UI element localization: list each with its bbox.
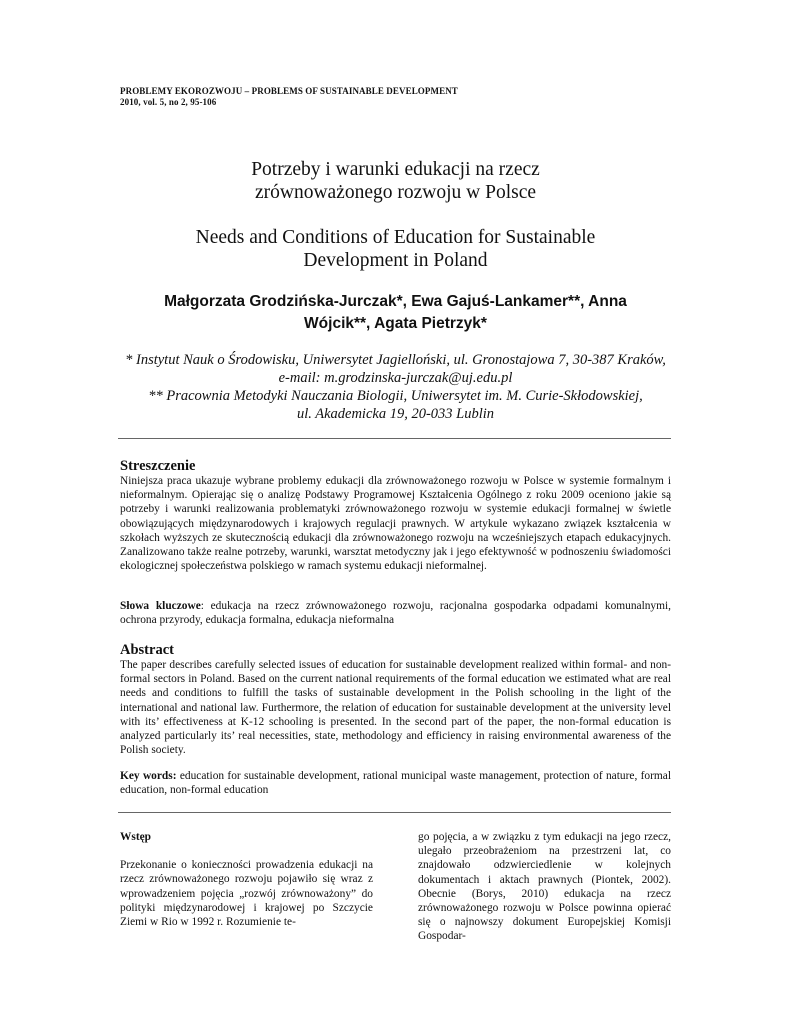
title-polish xyxy=(120,158,671,204)
slowa-kluczowe xyxy=(120,599,671,627)
key-words-text: education for sustainable development, rational municipal waste management, protection of nature, formal education, non-formal education xyxy=(120,770,671,797)
journal-header xyxy=(120,86,458,108)
divider-bottom xyxy=(118,812,671,813)
author-line: Wójcik**, Agata Pietrzyk* xyxy=(304,315,487,332)
wstep-text-left: Przekonanie o konieczności prowadzenia edukacji na rzecz zrównoważonego rozwoju pojawiło się wraz z wprowadzeniem pojęcia „rozwój zrównoważony” do polityki międzynarodowej i krajowej po Szczycie Ziemi w Rio w 1992 r. Rozumienie te- xyxy=(120,859,373,929)
key-words xyxy=(120,769,671,797)
journal-volume: 2010, vol. 5, no 2, 95-106 xyxy=(120,97,217,107)
affiliation-line: ** Pracownia Metodyki Nauczania Biologii, Uniwersytet im. M. Curie-Skłodowskiej, xyxy=(148,388,643,404)
title-english-line: Needs and Conditions of Education for Sustainable xyxy=(195,227,596,248)
author-list xyxy=(120,291,671,335)
affiliations xyxy=(110,351,681,423)
key-words-label: Key words: xyxy=(120,770,177,782)
divider-top xyxy=(118,438,671,439)
wstep-text-right: go pojęcia, a w związku z tym edukacji na jego rzecz, ulegało przeobrażeniom na przestrzeni lat, co znajdowało odzwierciedlenie w kolejnych dokumentach i aktach prawnych (Piontek, 2002). Obecnie (Borys, 2010) edukacja na rzecz zrównoważonego rozwoju w Polsce powinna opierać się o najnowszy dokument Europejskiej Komisji Gospodar- xyxy=(418,831,671,943)
streszczenie-text: Niniejsza praca ukazuje wybrane problemy edukacji dla zrównoważonego rozwoju w Polsce w systemie formalnym i nieformalnym. Opierając się o analizę Podstawy Programowej Kształcenia Ogólnego z roku 2009 oceniono jakie są potrzeby i warunki realizowania problematyki zrównoważonego rozwoju w systemie edukacji formalnej w świetle obowiązujących międzynarodowych i krajowych regulacji prawnych. W artykule wykazano związek kształcenia w szkołach wyższych ze skutecznością edukacji dla zrównoważonego rozwoju na wcześniejszych etapach edukacyjnych. Zanalizowano także realne potrzeby, warunki, warsztat metodyczny jak i jego efektywność w podnoszeniu świadomości ekologicznej społeczeństwa polskiego w ramach systemu edukacji nieformalnej. xyxy=(120,475,671,573)
title-polish-line: zrównoważonego rozwoju w Polsce xyxy=(254,182,537,203)
author-line: Małgorzata Grodzińska-Jurczak*, Ewa Gajuś-Lankamer**, Anna xyxy=(164,293,627,310)
streszczenie-heading: Streszczenie xyxy=(120,458,196,474)
slowa-kluczowe-text: : edukacja na rzecz zrównoważonego rozwoju, racjonalna gospodarka odpadami komunalnymi, ochrona przyrody, edukacja formalna, edukacja nieformalna xyxy=(120,600,671,627)
journal-name: PROBLEMY EKOROZWOJU – PROBLEMS OF SUSTAINABLE DEVELOPMENT xyxy=(120,86,458,96)
body-column-left xyxy=(120,830,373,929)
affiliation-line: ul. Akademicka 19, 20-033 Lublin xyxy=(296,406,495,422)
body-column-right xyxy=(418,830,671,944)
title-polish-line: Potrzeby i warunki edukacji na rzecz xyxy=(251,159,540,180)
affiliation-line: * Instytut Nauk o Środowisku, Uniwersytet Jagielloński, ul. Gronostajowa 7, 30-387 Kraków, xyxy=(125,352,666,368)
abstract-heading: Abstract xyxy=(120,642,174,658)
author-email: e-mail: m.grodzinska-jurczak@uj.edu.pl xyxy=(278,370,513,386)
wstep-heading: Wstęp xyxy=(120,831,152,843)
slowa-kluczowe-label: Słowa kluczowe xyxy=(120,600,201,612)
title-english xyxy=(120,226,671,272)
title-english-line: Development in Poland xyxy=(303,250,488,271)
abstract-text: The paper describes carefully selected issues of education for sustainable development realized within formal- and non-formal sectors in Poland. Based on the current national requirements of the formal education we estimated what are real needs and conditions to fulfill the tasks of sustainable development in the Polish schooling in the light of the international and national law. Furthermore, the relation of education for sustainable development at the university level with its’ effectiveness at K-12 schooling is presented. In the second part of the paper, the non-formal education is analyzed particularly its’ real necessities, state, methodology and efficiency in raising environmental awareness of the Polish society. xyxy=(120,659,671,757)
